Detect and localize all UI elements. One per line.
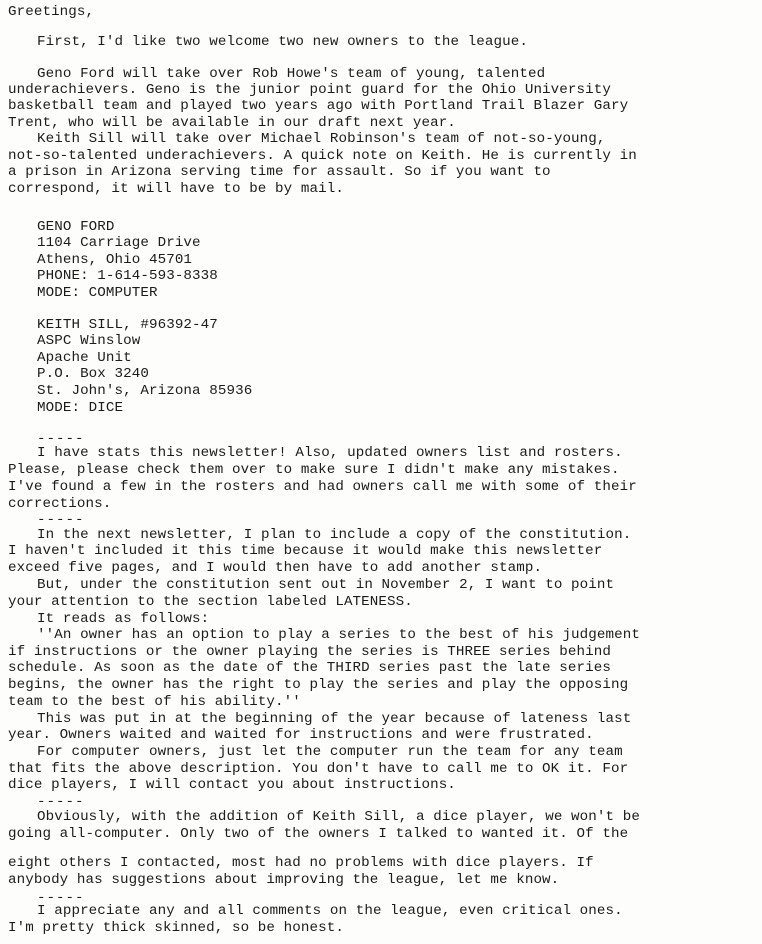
keith-line-2: not-so-talented underachievers. A quick note on Keith. He is currently in <box>8 148 637 164</box>
greeting: Greetings, <box>8 4 95 20</box>
stats-line-1: I have stats this newsletter! Also, updated owners list and rosters. <box>37 445 623 461</box>
keith-address-city: St. John's, Arizona 85936 <box>37 383 253 399</box>
geno-line-2: underachievers. Geno is the junior point guard for the Ohio University <box>8 82 611 98</box>
lateness-line-1: This was put in at the beginning of the year because of lateness last <box>37 711 632 727</box>
keith-address-name: KEITH SILL, #96392-47 <box>37 317 218 333</box>
keith-address-unit: Apache Unit <box>37 350 132 366</box>
constitution-line-6: It reads as follows: <box>37 611 210 627</box>
dice-line-4: anybody has suggestions about improving the league, let me know. <box>8 872 560 888</box>
geno-address-city: Athens, Ohio 45701 <box>37 252 193 268</box>
geno-address-name: GENO FORD <box>37 219 115 235</box>
geno-address-mode: MODE: COMPUTER <box>37 285 158 301</box>
stats-line-3: I've found a few in the rosters and had owners call me with some of their <box>8 479 637 495</box>
dice-line-2: going all-computer. Only two of the owners I talked to wanted it. Of the <box>8 826 629 842</box>
constitution-line-2: I haven't included it this time because it would make this newsletter <box>8 543 603 559</box>
dice-line-1: Obviously, with the addition of Keith Sill, a dice player, we won't be <box>37 809 640 825</box>
quote-line-2: if instructions or the owner playing the series is THREE series behind <box>8 644 611 660</box>
constitution-line-3: exceed five pages, and I would then have to add another stamp. <box>8 560 543 576</box>
lateness-line-3: For computer owners, just let the computer run the team for any team <box>37 744 623 760</box>
geno-line-4: Trent, who will be available in our draft next year. <box>8 115 456 131</box>
stats-line-4: corrections. <box>8 496 112 512</box>
keith-address-box: P.O. Box 3240 <box>37 366 149 382</box>
comments-line-1: I appreciate any and all comments on the league, even critical ones. <box>37 903 623 919</box>
lateness-line-2: year. Owners waited and waited for instructions and were frustrated. <box>8 727 594 743</box>
section-separator-3: ----- <box>37 794 85 810</box>
lateness-line-4: that fits the above description. You don't have to call me to OK it. For <box>8 761 629 777</box>
constitution-line-5: your attention to the section labeled LATENESS. <box>8 594 413 610</box>
quote-line-5: team to the best of his ability.'' <box>8 694 301 710</box>
stats-line-2: Please, please check them over to make sure I didn't make any mistakes. <box>8 462 620 478</box>
dice-line-3: eight others I contacted, most had no problems with dice players. If <box>8 855 594 871</box>
lateness-line-5: dice players, I will contact you about instructions. <box>8 777 456 793</box>
section-separator-2: ----- <box>37 512 85 528</box>
geno-address-street: 1104 Carriage Drive <box>37 235 201 251</box>
quote-line-3: schedule. As soon as the date of the THIRD series past the late series <box>8 660 611 676</box>
keith-address-facility: ASPC Winslow <box>37 333 141 349</box>
constitution-line-4: But, under the constitution sent out in November 2, I want to point <box>37 577 615 593</box>
section-separator-4: ----- <box>37 890 85 906</box>
geno-address-phone: PHONE: 1-614-593-8338 <box>37 268 218 284</box>
keith-line-1: Keith Sill will take over Michael Robinson's team of not-so-young, <box>37 131 606 147</box>
keith-line-4: correspond, it will have to be by mail. <box>8 181 344 197</box>
quote-line-4: begins, the owner has the right to play the series and play the opposing <box>8 677 629 693</box>
quote-line-1: ''An owner has an option to play a series to the best of his judgement <box>37 627 640 643</box>
comments-line-2: I'm pretty thick skinned, so be honest. <box>8 920 344 936</box>
geno-line-3: basketball team and played two years ago with Portland Trail Blazer Gary <box>8 98 629 114</box>
section-separator-1: ----- <box>37 431 85 447</box>
keith-address-mode: MODE: DICE <box>37 400 124 416</box>
keith-line-3: a prison in Arizona serving time for assault. So if you want to <box>8 164 551 180</box>
welcome-line: First, I'd like two welcome two new owners to the league. <box>37 34 528 50</box>
geno-line-1: Geno Ford will take over Rob Howe's team of young, talented <box>37 66 546 82</box>
constitution-line-1: In the next newsletter, I plan to include a copy of the constitution. <box>37 527 632 543</box>
